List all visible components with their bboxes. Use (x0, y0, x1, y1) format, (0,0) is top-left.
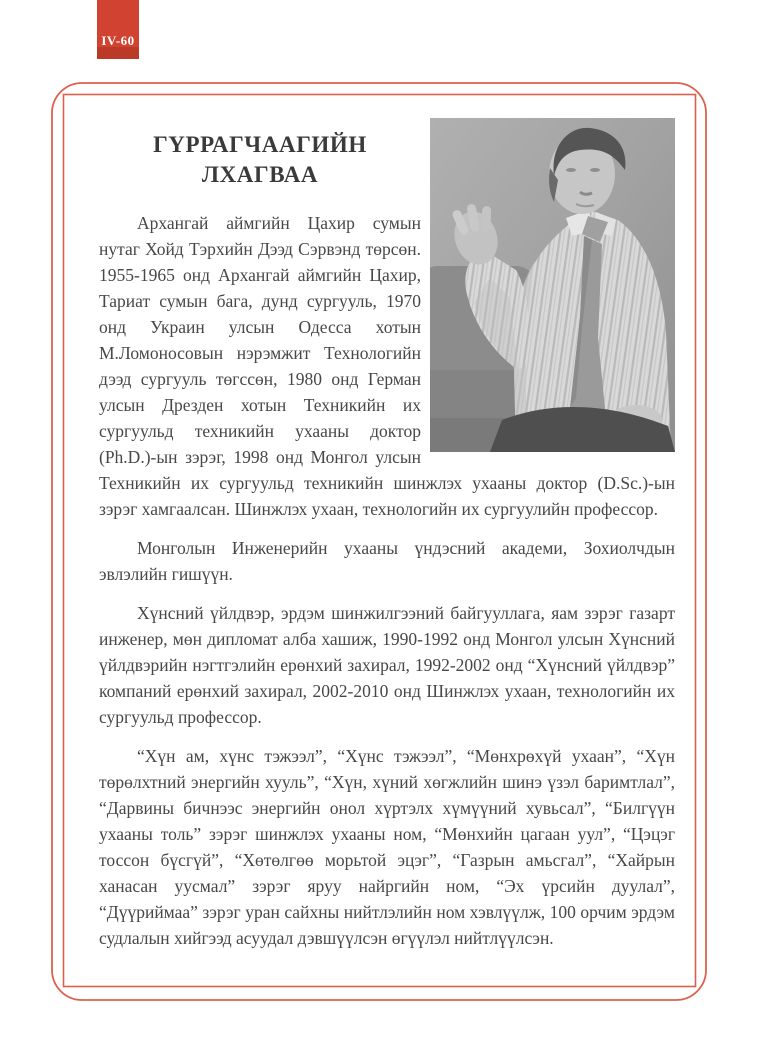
paragraph-publications: “Хүн ам, хүнс тэжээл”, “Хүнс тэжээл”, “Мөнхрөхүй ухаан”, “Хүн төрөлхтний энергийн хууль”, “Хүн, хүний хөгжлийн шинэ үзэл баримтлал”, “Дарвины бичнээс энергийн онол хүртэлх хүмүүний хувьсал”, “Билгүүн ухааны толь” зэрэг шинжлэх ухааны ном, “Мөнхийн цагаан уул”, “Цэцэг тоссон бүсгүй”, “Хөтөлгөө морьтой эцэг”, “Газрын амьсгал”, “Хайрын ханасан уусмал” зэрэг яруу найргийн ном, “Эх үрсийн дуулал”, “Дүүриймаа” зэрэг уран сайхны нийтлэлийн ном хэвлүүлж, 100 орчим эрдэм судлалын хийгээд асуудал дэвшүүлсэн өгүүлэл нийтлүүлсэн. (99, 746, 675, 948)
paragraph-biography: Архангай аймгийн Цахир сумын нутаг Хойд Тэрхийн Дээд Сэрвэнд төрсөн. 1955-1965 онд Архангай аймгийн Цахир, Тариат сумын бага, дунд сургууль, 1970 онд Украин улсын Одесса хотын М.Ломоносовын нэрэмжит Технологийн дээд сургууль төгссөн, 1980 онд Герман улсын Дрезден хотын Техникийн их сургуульд техникийн ухааны доктор (Ph.D.)-ын зэрэг, 1998 онд Монгол улсын Техникийн их сургуульд техникийн шинжлэх ухааны доктор (D.Sc.)-ын зэрэг хамгаалсан. Шинжлэх ухаан, технологийн их сургуулийн профессор. (99, 213, 675, 519)
chapter-tab-label: IV-60 (101, 33, 135, 48)
article (63, 94, 696, 987)
paragraph-memberships: Монголын Инженерийн ухааны үндэсний академи, Зохиолчдын эвлэлийн гишүүн. (99, 538, 675, 584)
page-title: ГҮРРАГЧААГИЙН ЛХАГВАА (153, 132, 367, 187)
portrait-photo (430, 118, 675, 452)
paragraph-career: Хүнсний үйлдвэр, эрдэм шинжилгээний байгууллага, яам зэрэг газарт инженер, мөн дипломат алба хашиж, 1990-1992 онд Монгол улсын Хүнсний үйлдвэрийн нэгтгэлийн ерөнхий захирал, 1992-2002 онд “Хүнсний үйлдвэр” компаний ерөнхий захирал, 2002-2010 онд Шинжлэх ухаан, технологийн их сургуульд профессор. (99, 603, 675, 727)
portrait-photo-graphic (430, 118, 675, 452)
chapter-tab (97, 0, 139, 59)
